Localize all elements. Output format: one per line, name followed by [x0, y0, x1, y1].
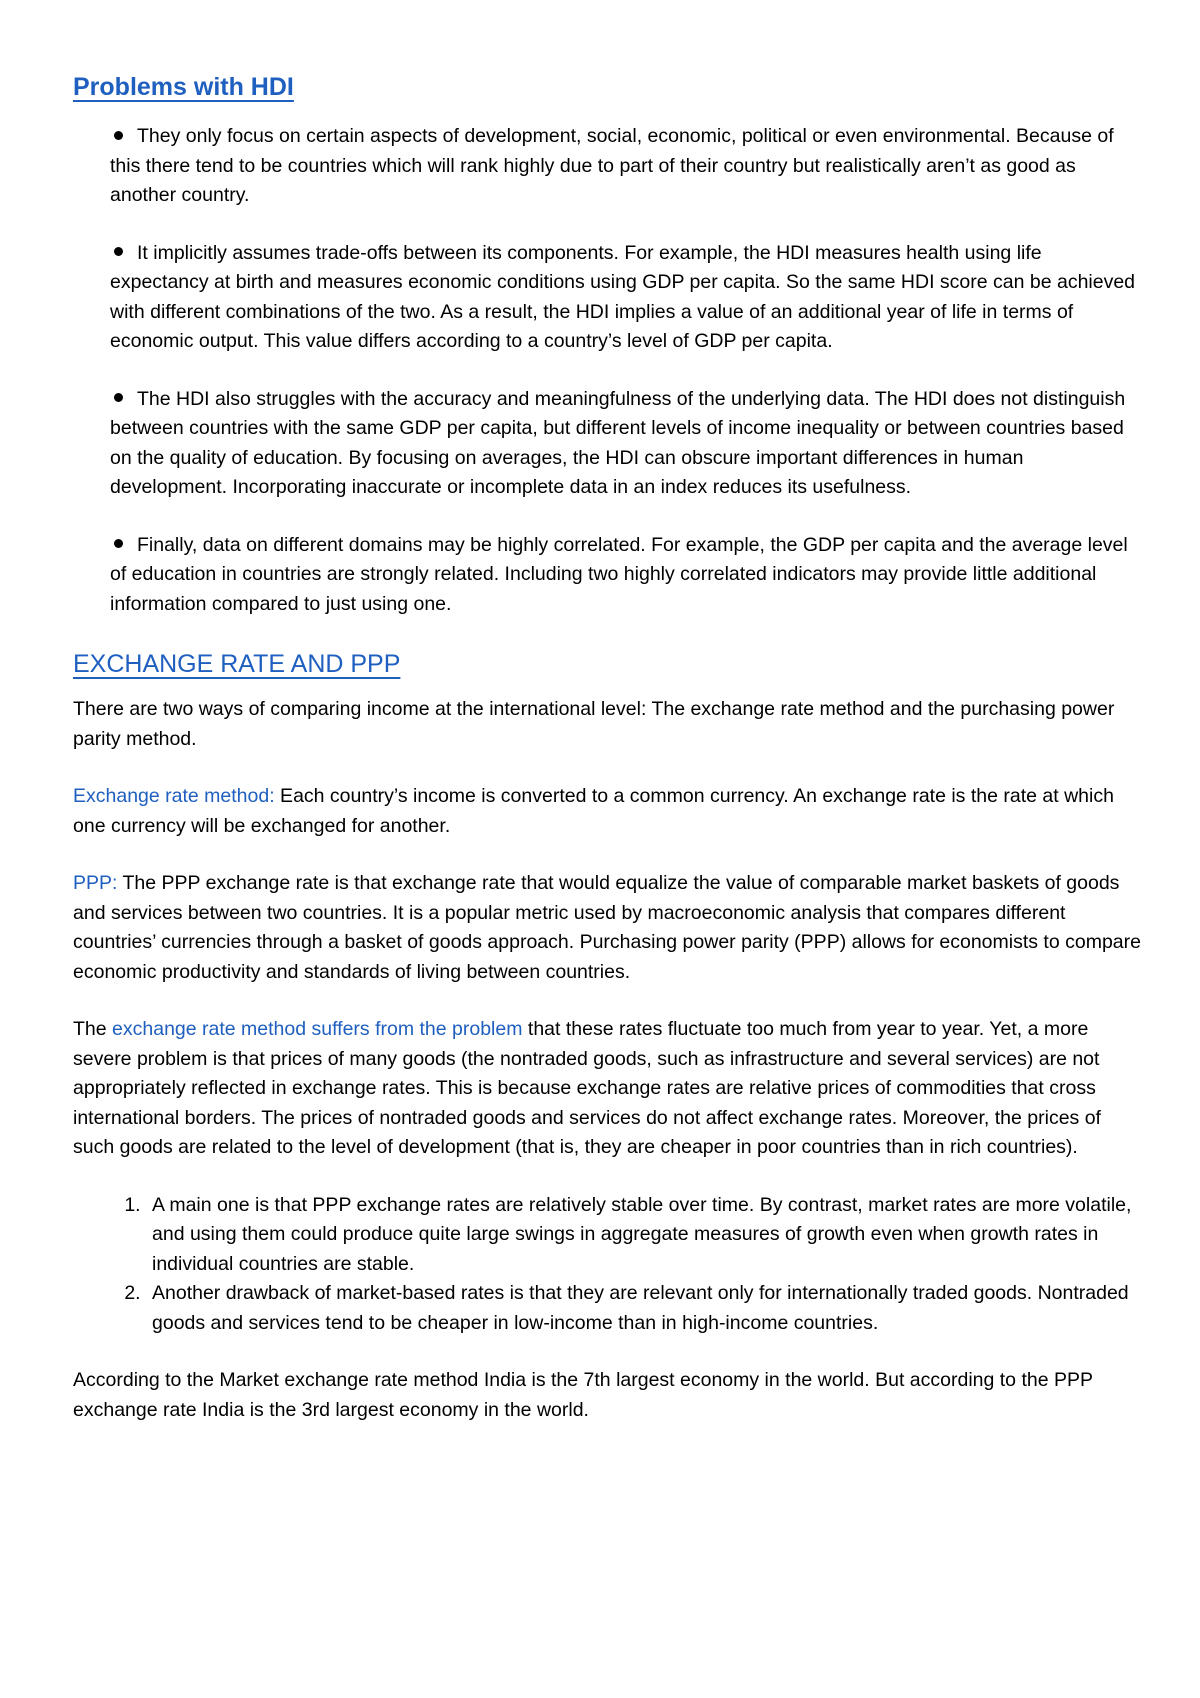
problem-prefix: The — [73, 1018, 113, 1040]
intro-paragraph: There are two ways of comparing income at the international level: The exchange rate method and the purchasing power parity method. — [73, 698, 1115, 750]
problem-text: that these rates fluctuate too much from year to year. Yet, a more severe problem is that prices of many goods (the nontraded goods, such as infrastructure and several services) are not appropriately reflected in exchange rates. This is because exchange rates are relative prices of commodities that cross international borders. The prices of nontraded goods and services do not affect exchange rates. Moreover, the prices of such goods are related to the level of development (that is, they are cheaper in poor countries than in rich countries). — [73, 1018, 1101, 1158]
problem-highlight: exchange rate method suffers from the problem — [112, 1018, 523, 1040]
list-item — [110, 531, 1143, 620]
document-page — [73, 70, 1143, 1453]
hdi-problems-list — [73, 122, 1143, 619]
heading-problems-with-hdi: Problems with HDI — [73, 73, 294, 101]
list-item: 2. Another drawback of market-based rates is that they are relevant only for internationally traded goods. Nontraded goods and services tend to be cheaper in low-income than in high-income countries. — [146, 1279, 1143, 1338]
list-item — [110, 239, 1143, 357]
list-item-text: The HDI also struggles with the accuracy and meaningfulness of the underlying data. The HDI does not distinguish between countries with the same GDP per capita, but different levels of income inequality or between countries based on the quality of education. By focusing on averages, the HDI can obscure important differences in human development. Incorporating inaccurate or incomplete data in an index reduces its usefulness. — [110, 387, 1126, 498]
list-item — [110, 122, 1143, 211]
conclusion-paragraph: According to the Market exchange rate method India is the 7th largest economy in the world. But according to the PPP exchange rate India is the 3rd largest economy in the world. — [73, 1369, 1093, 1421]
list-item-text: Finally, data on different domains may be highly correlated. For example, the GDP per capita and the average level of education in countries are strongly related. Including two highly correlated indicators may provide little additional information compared to just using one. — [110, 533, 1128, 615]
list-item-text: They only focus on certain aspects of development, social, economic, political or even environmental. Because of this there tend to be countries which will rank highly due to part of their country but realistically aren’t as good as another country. — [110, 125, 1114, 206]
exchange-rate-method-paragraph — [73, 782, 1143, 841]
ppp-text: The PPP exchange rate is that exchange rate that would equalize the value of comparable market baskets of goods and services between two countries. It is a popular metric used by macroeconomic analysis that compares different countries’ currencies through a basket of goods approach. Purchasing power parity (PPP) allows for economists to compare economic productivity and standards of living between countries. — [73, 872, 1141, 983]
bullet-icon — [114, 131, 123, 140]
ppp-definition-paragraph — [73, 869, 1143, 987]
bullet-icon — [114, 247, 123, 256]
heading-exchange-rate-and-ppp: EXCHANGE RATE AND PPP — [73, 650, 401, 678]
exchange-rate-method-text: Each country’s income is converted to a common currency. An exchange rate is the rate at which one currency will be exchanged for another. — [73, 785, 1114, 837]
bullet-icon — [114, 539, 123, 548]
list-item — [110, 385, 1143, 503]
bullet-icon — [114, 393, 123, 402]
list-item-text: It implicitly assumes trade-offs between its components. For example, the HDI measures health using life expectancy at birth and measures economic conditions using GDP per capita. So the same HDI score can be achieved with different combinations of the two. As a result, the HDI implies a value of an additional year of life in terms of economic output. This value differs according to a country’s level of GDP per capita. — [110, 241, 1136, 352]
ppp-label: PPP: — [73, 872, 118, 894]
exchange-rate-problem-paragraph — [73, 1015, 1143, 1163]
list-item: 1. A main one is that PPP exchange rates are relatively stable over time. By contrast, market rates are more volatile, and using them could produce quite large swings in aggregate measures of growth even when growth rates in individual countries are stable. — [146, 1191, 1143, 1280]
ppp-advantages-list — [73, 1191, 1143, 1339]
exchange-rate-method-label: Exchange rate method: — [73, 785, 275, 807]
